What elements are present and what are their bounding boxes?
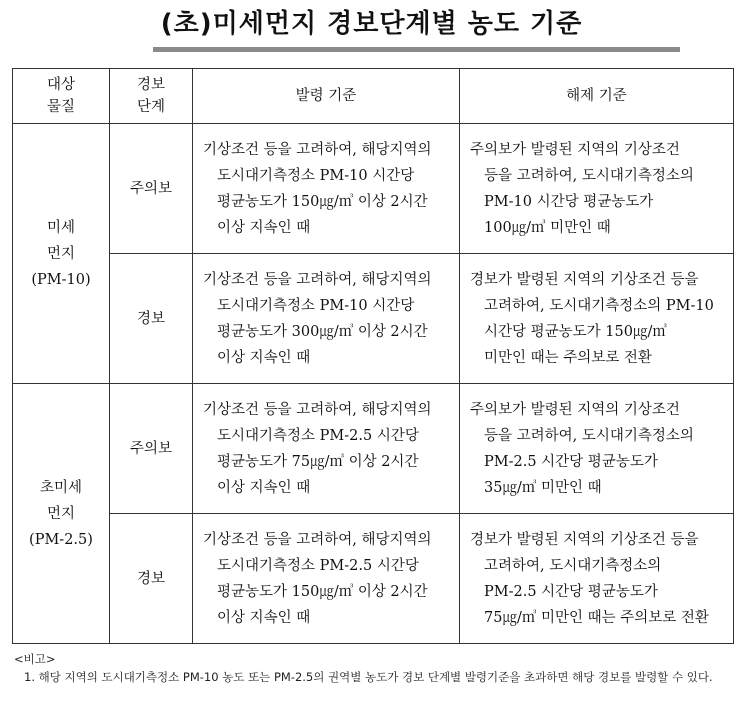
cancel-criteria-cell	[460, 514, 734, 644]
criteria-line: 평균농도가 150㎍/㎥ 이상 2시간	[217, 193, 428, 210]
substance-line: 먼지	[46, 245, 75, 262]
criteria-line: 등을 고려하여, 도시대기측정소의	[484, 167, 694, 184]
criteria-line: 이상 지속인 때	[217, 479, 311, 496]
stage-cell: 주의보	[110, 124, 193, 254]
header-stage-line: 경보	[136, 77, 165, 93]
notes-section	[14, 650, 734, 686]
title-underline	[153, 47, 680, 52]
criteria-line: 경보가 발령된 지역의 기상조건 등을	[470, 271, 699, 288]
alert-criteria-table	[12, 68, 734, 644]
criteria-line: 주의보가 발령된 지역의 기상조건	[470, 401, 680, 418]
criteria-line: 도시대기측정소 PM-10 시간당	[217, 167, 415, 184]
criteria-line: PM-10 시간당 평균농도가	[484, 193, 654, 210]
criteria-line: PM-2.5 시간당 평균농도가	[484, 583, 658, 600]
header-stage	[110, 69, 193, 124]
substance-line: 초미세	[39, 479, 83, 496]
criteria-line: 시간당 평균농도가 150㎍/㎥	[484, 323, 667, 340]
criteria-line: 도시대기측정소 PM-2.5 시간당	[217, 557, 419, 574]
criteria-line: 100㎍/㎥ 미만인 때	[484, 219, 611, 236]
header-cancel-criteria: 해제 기준	[460, 69, 734, 124]
criteria-line: 미만인 때는 주의보로 전환	[484, 349, 652, 366]
issue-criteria-cell	[193, 124, 460, 254]
stage-cell: 경보	[110, 254, 193, 384]
header-row	[13, 69, 734, 124]
note-item: 1. 해당 지역의 도시대기측정소 PM-10 농도 또는 PM-2.5의 권역별 농도가 경보 단계별 발령기준을 초과하면 해당 경보를 발령할 수 있다.	[24, 670, 713, 684]
table-row	[13, 254, 734, 384]
header-issue-criteria: 발령 기준	[193, 69, 460, 124]
criteria-line: 75㎍/㎥ 미만인 때는 주의보로 전환	[484, 609, 709, 626]
criteria-line: 고려하여, 도시대기측정소의 PM-10	[484, 297, 714, 314]
table-row	[13, 384, 734, 514]
criteria-line: 이상 지속인 때	[217, 219, 311, 236]
criteria-line: 평균농도가 75㎍/㎥ 이상 2시간	[217, 453, 419, 470]
substance-cell	[13, 124, 110, 384]
table-row	[13, 514, 734, 644]
criteria-line: 경보가 발령된 지역의 기상조건 등을	[470, 531, 699, 548]
criteria-line: 기상조건 등을 고려하여, 해당지역의	[203, 401, 432, 418]
criteria-line: 주의보가 발령된 지역의 기상조건	[470, 141, 680, 158]
cancel-criteria-cell	[460, 124, 734, 254]
substance-line: (PM-10)	[31, 271, 91, 288]
cancel-criteria-cell	[460, 384, 734, 514]
criteria-line: PM-2.5 시간당 평균농도가	[484, 453, 658, 470]
criteria-line: 등을 고려하여, 도시대기측정소의	[484, 427, 694, 444]
criteria-line: 기상조건 등을 고려하여, 해당지역의	[203, 271, 432, 288]
substance-line: (PM-2.5)	[29, 531, 93, 548]
substance-line: 미세	[46, 219, 75, 236]
cancel-criteria-cell	[460, 254, 734, 384]
stage-cell: 주의보	[110, 384, 193, 514]
criteria-line: 도시대기측정소 PM-10 시간당	[217, 297, 415, 314]
criteria-line: 35㎍/㎥ 미만인 때	[484, 479, 602, 496]
issue-criteria-cell	[193, 384, 460, 514]
criteria-line: 도시대기측정소 PM-2.5 시간당	[217, 427, 419, 444]
criteria-line: 고려하여, 도시대기측정소의	[484, 557, 662, 574]
criteria-line: 이상 지속인 때	[217, 609, 311, 626]
criteria-line: 기상조건 등을 고려하여, 해당지역의	[203, 531, 432, 548]
substance-line: 먼지	[46, 505, 75, 522]
issue-criteria-cell	[193, 254, 460, 384]
criteria-line: 평균농도가 300㎍/㎥ 이상 2시간	[217, 323, 428, 340]
stage-cell: 경보	[110, 514, 193, 644]
table-row	[13, 124, 734, 254]
substance-cell	[13, 384, 110, 644]
page-title: (초)미세먼지 경보단계별 농도 기준	[160, 9, 583, 39]
criteria-line: 이상 지속인 때	[217, 349, 311, 366]
issue-criteria-cell	[193, 514, 460, 644]
criteria-line: 기상조건 등을 고려하여, 해당지역의	[203, 141, 432, 158]
header-substance	[13, 69, 110, 124]
notes-heading: <비고>	[14, 652, 56, 666]
header-substance-line: 대상	[46, 77, 75, 93]
criteria-line: 평균농도가 150㎍/㎥ 이상 2시간	[217, 583, 428, 600]
header-stage-line: 단계	[136, 99, 165, 115]
header-substance-line: 물질	[46, 99, 75, 115]
